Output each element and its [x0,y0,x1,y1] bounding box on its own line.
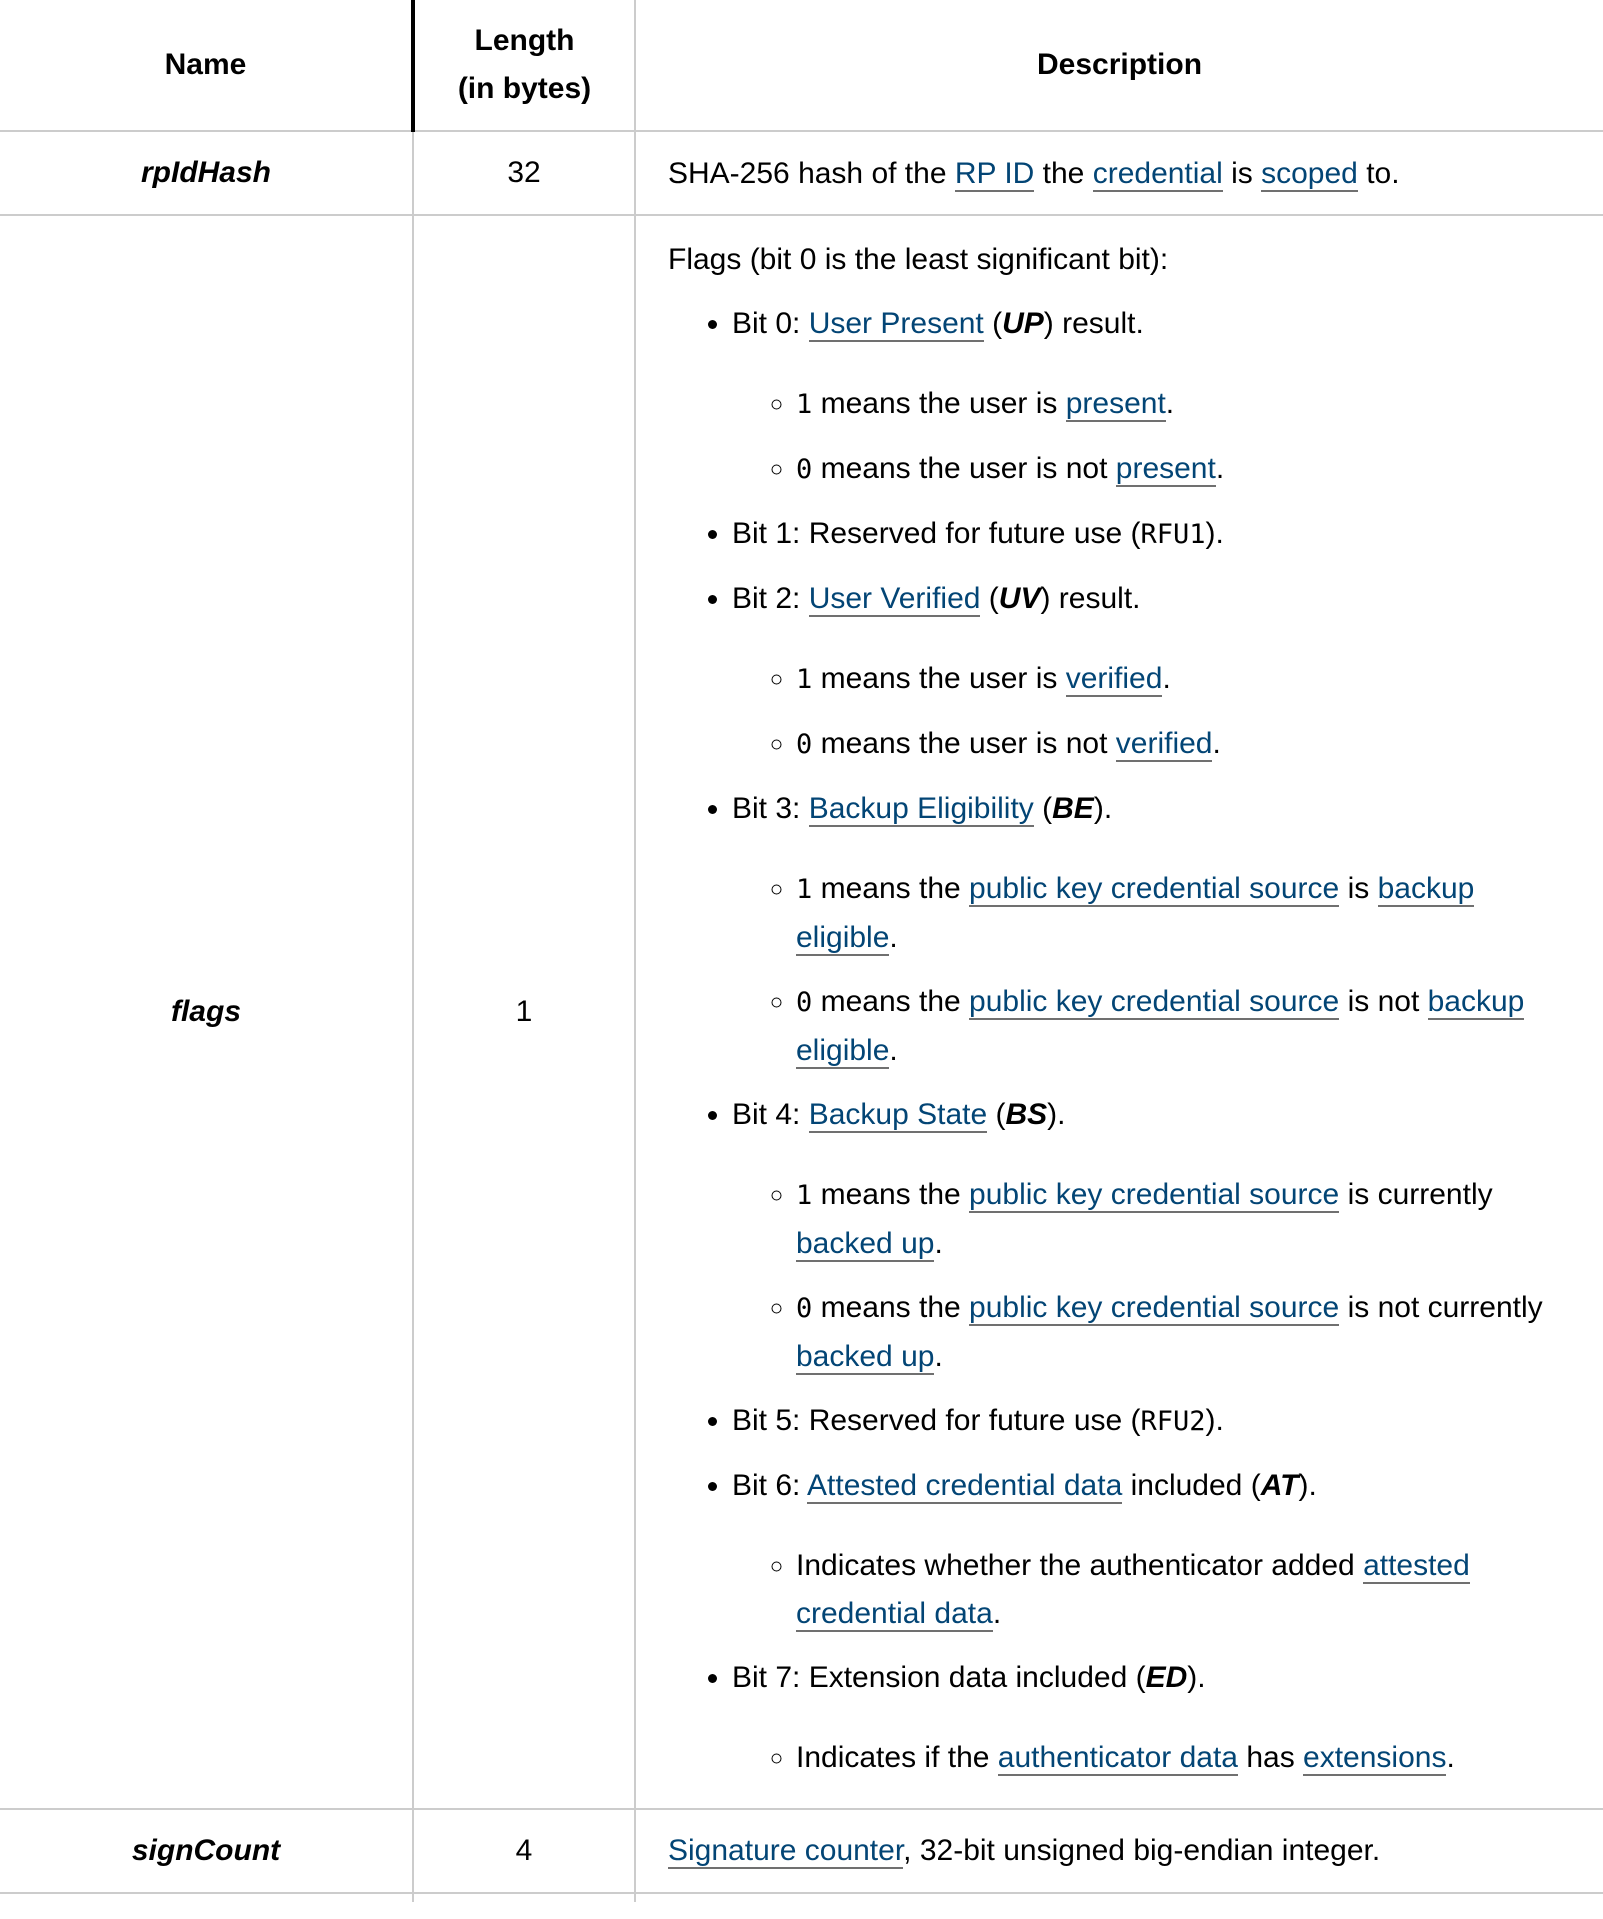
field-description [635,131,1603,215]
field-description [635,215,1603,1809]
desc-text: SHA-256 hash of the [668,157,955,190]
desc-text: is [1222,157,1262,190]
value-text: . [889,1034,898,1067]
user-verified-link[interactable]: User Verified [808,582,981,615]
bit-text: ). [1205,1404,1224,1437]
list-item [796,865,1573,962]
bit-text: ). [1298,1469,1317,1502]
backup-eligibility-link[interactable]: Backup Eligibility [808,792,1034,825]
rp-id-link[interactable]: RP ID [954,157,1035,190]
desc-text: to. [1357,157,1400,190]
list-item [796,1734,1573,1782]
public-key-credential-source-link[interactable]: public key credential source [969,1178,1340,1211]
bit-text: ) result. [1043,307,1144,340]
field-length: 32 [413,131,635,215]
bit-text: ( [980,582,999,615]
attested-credential-data-link[interactable]: attested credential data [796,1549,1470,1630]
column-header-length[interactable] [413,0,635,131]
list-item [796,720,1573,769]
column-header-length-line2: (in bytes) [457,72,592,105]
value-text: means the [812,1291,970,1324]
empty-cell [413,1893,635,1902]
list-item-bit1 [732,510,1573,559]
bit-label: Bit 1: Reserved for future use ( [732,517,1141,550]
desc-text: , 32-bit unsigned big-endian integer. [903,1834,1381,1867]
field-name-flags: flags [0,215,413,1809]
list-item-bit5 [732,1397,1573,1446]
bit-text: ). [1093,792,1113,825]
flag-abbreviation: ED [1145,1661,1188,1694]
flag-abbreviation: UV [998,582,1041,615]
list-item [796,655,1573,704]
value-text: means the user is not [812,452,1116,485]
list-item-bit3 [732,785,1573,1075]
present-link[interactable]: present [1115,452,1216,485]
bit-value-code: 0 [796,987,813,1018]
bit-label: Bit 7: Extension data included ( [732,1661,1146,1694]
scoped-link[interactable]: scoped [1261,157,1358,190]
field-description [635,1809,1603,1893]
table-row [0,215,1603,1809]
bit-value-code: 1 [796,389,813,420]
authenticator-data-link[interactable]: authenticator data [997,1741,1238,1774]
column-header-name[interactable]: Name [0,0,413,131]
bit-text: ). [1047,1098,1066,1131]
list-item-bit2 [732,575,1573,769]
bit-value-code: 0 [796,454,813,485]
backed-up-link[interactable]: backed up [796,1227,935,1260]
backup-state-link[interactable]: Backup State [808,1098,988,1131]
bit-label: Bit 5: Reserved for future use ( [732,1404,1141,1437]
verified-link[interactable]: verified [1065,662,1163,695]
public-key-credential-source-link[interactable]: public key credential source [969,985,1340,1018]
value-text: means the [812,872,970,905]
flag-abbreviation: BS [1005,1098,1048,1131]
table-header-row [0,0,1603,131]
bit-label: Bit 0: [732,307,809,340]
bit-value-code: 0 [796,1293,813,1324]
bit-value-code: 0 [796,729,813,760]
rfu-code: RFU1 [1140,519,1206,550]
value-text: . [992,1597,1002,1630]
value-text: means the user is not [812,727,1116,760]
list-item-bit6 [732,1462,1573,1638]
backup-eligible-link[interactable]: backup eligible [796,985,1525,1067]
field-name-rpidhash: rpIdHash [0,131,413,215]
value-text: is not currently [1339,1291,1543,1324]
bit-text: ( [1033,792,1053,825]
value-text: . [889,921,898,954]
bit-label: Bit 3: [732,792,809,825]
flag-bits-list [668,300,1573,1782]
value-text: means the user is [812,387,1066,420]
extensions-link[interactable]: extensions [1303,1741,1447,1774]
bit-text: ). [1205,517,1224,550]
public-key-credential-source-link[interactable]: public key credential source [969,1291,1340,1324]
bit-text: ( [983,307,1003,340]
bit-text: ) result. [1040,582,1141,615]
column-header-length-line1: Length [474,24,575,57]
present-link[interactable]: present [1065,387,1166,420]
bit-value-code: 1 [796,1180,813,1211]
list-item [796,380,1573,429]
bit4-values-list [732,1171,1573,1381]
value-text: Indicates whether the authenticator added [796,1549,1364,1582]
value-text: means the [812,985,970,1018]
value-text: . [1215,452,1225,485]
value-text: . [1162,662,1171,695]
user-present-link[interactable]: User Present [808,307,984,340]
list-item [796,1171,1573,1268]
rfu-code: RFU2 [1140,1406,1206,1437]
bit0-values-list [732,380,1573,494]
bit-label: Bit 6: [732,1469,808,1502]
bit-label: Bit 4: [732,1098,809,1131]
flag-abbreviation: UP [1002,307,1044,340]
list-item-bit0 [732,300,1573,494]
flags-intro: Flags (bit 0 is the least significant bit): [668,243,1169,276]
bit-text: ( [987,1098,1006,1131]
bit-value-code: 1 [796,874,813,905]
bit-text: included ( [1122,1469,1261,1502]
field-length: 4 [413,1809,635,1893]
flag-abbreviation: AT [1260,1469,1299,1502]
value-text: is [1339,872,1378,905]
value-text: . [1212,727,1221,760]
list-item-bit7 [732,1654,1573,1782]
backup-eligible-link[interactable]: backup eligible [796,872,1475,954]
value-text: . [1165,387,1175,420]
bit-label: Bit 2: [732,582,809,615]
value-text: has [1237,1741,1304,1774]
table-row [0,131,1603,215]
public-key-credential-source-link[interactable]: public key credential source [969,872,1340,905]
value-text: Indicates if the [796,1741,998,1774]
flag-abbreviation: BE [1052,792,1094,825]
empty-cell [635,1893,1603,1902]
list-item [796,445,1573,494]
value-text: is not [1339,985,1428,1018]
table-row [0,1809,1603,1893]
table-row-continuation [0,1893,1603,1902]
value-text: means the [812,1178,970,1211]
field-length: 1 [413,215,635,1809]
credential-link[interactable]: credential [1092,157,1223,190]
attested-credential-data-link[interactable]: Attested credential data [807,1469,1123,1502]
signature-counter-link[interactable]: Signature counter [668,1834,904,1867]
bit2-values-list [732,655,1573,769]
list-item [796,978,1573,1075]
bit-value-code: 1 [796,664,813,695]
bit-text: ). [1187,1661,1206,1694]
column-header-description[interactable]: Description [635,0,1603,131]
bit7-values-list [732,1734,1573,1782]
value-text: . [934,1340,943,1373]
verified-link[interactable]: verified [1115,727,1213,760]
list-item-bit4 [732,1091,1573,1381]
value-text: is currently [1339,1178,1493,1211]
field-name-signcount: signCount [0,1809,413,1893]
list-item [796,1284,1573,1381]
empty-cell [0,1893,413,1902]
value-text: means the user is [812,662,1066,695]
bit6-values-list [732,1542,1573,1638]
value-text: . [934,1227,943,1260]
backed-up-link[interactable]: backed up [796,1340,935,1373]
bit3-values-list [732,865,1573,1075]
list-item [796,1542,1573,1638]
value-text: . [1446,1741,1455,1774]
desc-text: the [1034,157,1093,190]
